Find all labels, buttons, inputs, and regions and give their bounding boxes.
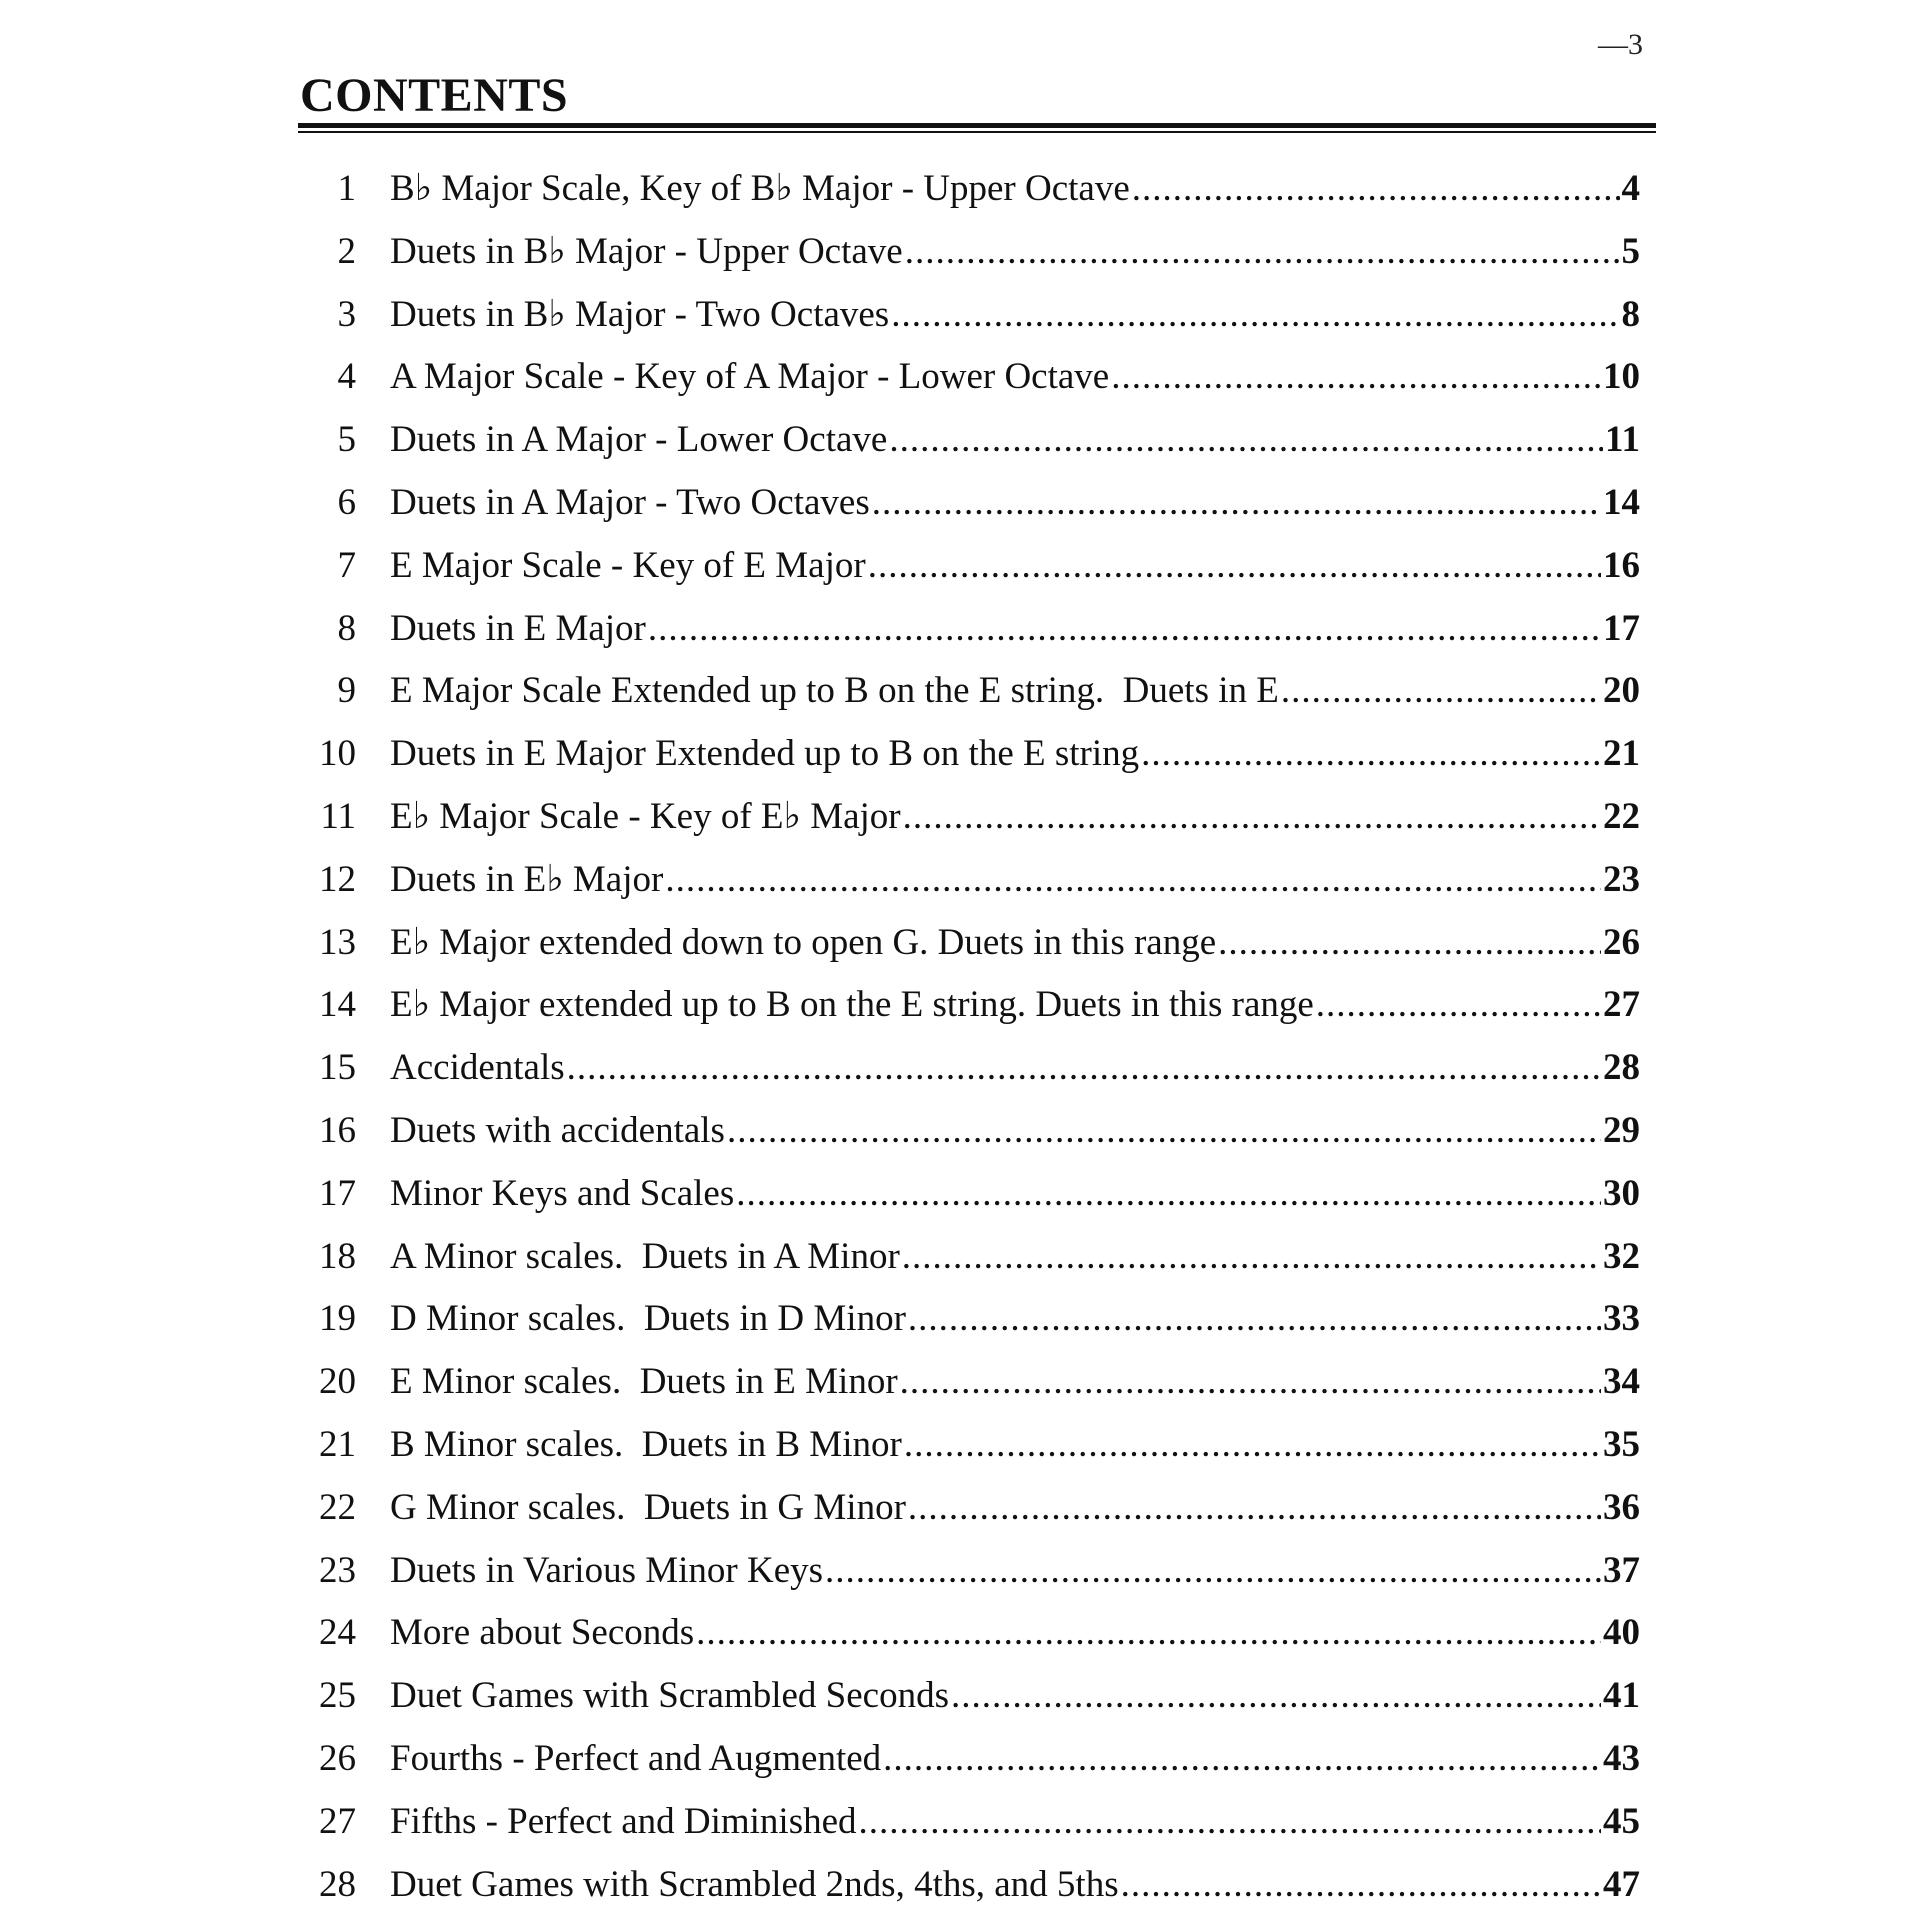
toc-entry-page: 37 (1603, 1549, 1640, 1591)
toc-entry-number: 17 (319, 1172, 356, 1214)
toc-entry (290, 1288, 1640, 1351)
heading-rule-thin (298, 131, 1656, 133)
toc-dot-leader (1141, 723, 1601, 786)
toc-entry-title: Accidentals (390, 1047, 565, 1089)
toc-entry-number: 19 (319, 1298, 356, 1340)
toc-dot-leader (665, 849, 1601, 912)
toc-entry-title: Fifths - Perfect and Diminished (390, 1800, 857, 1842)
toc-entry (290, 1602, 1640, 1665)
toc-entry-number: 23 (319, 1549, 356, 1591)
toc-entry-page: 32 (1603, 1235, 1640, 1277)
toc-entry-number: 15 (319, 1047, 356, 1089)
toc-entry-title: E♭ Major extended up to B on the E string. Duets in this range (390, 984, 1314, 1026)
toc-entry-title: A Minor scales. Duets in A Minor (390, 1235, 900, 1277)
toc-entry-page: 11 (1605, 419, 1640, 461)
toc-dot-leader (908, 1477, 1601, 1540)
toc-entry-title: More about Seconds (390, 1612, 695, 1654)
toc-dot-leader (727, 1100, 1601, 1163)
toc-entry-number: 11 (320, 795, 356, 837)
toc-entry (290, 1351, 1640, 1414)
toc-entry-title: Fourths - Perfect and Augmented (390, 1737, 882, 1779)
toc-dot-leader (567, 1037, 1601, 1100)
toc-entry-title: Duets in B♭ Major - Two Octaves (390, 293, 890, 335)
toc-entry (290, 786, 1640, 849)
toc-entry-number: 9 (337, 670, 356, 712)
toc-dot-leader (1281, 660, 1601, 723)
toc-entry-page: 23 (1603, 858, 1640, 900)
toc-entry-title: E♭ Major extended down to open G. Duets in this range (390, 921, 1217, 963)
toc-entry-number: 8 (337, 607, 356, 649)
toc-dot-leader (908, 1288, 1601, 1351)
toc-dot-leader (736, 1163, 1601, 1226)
toc-dot-leader (891, 284, 1619, 347)
toc-dot-leader (1132, 158, 1620, 221)
toc-entry-number: 24 (319, 1612, 356, 1654)
toc-entry (290, 1665, 1640, 1728)
toc-entry-title: Duets in E♭ Major (390, 858, 664, 900)
toc-entry-number: 5 (337, 419, 356, 461)
toc-entry-page: 40 (1603, 1612, 1640, 1654)
toc-dot-leader (696, 1602, 1601, 1665)
toc-entry-page: 27 (1603, 984, 1640, 1026)
toc-dot-leader (859, 1791, 1601, 1854)
toc-entry (290, 1854, 1640, 1917)
toc-entry-page: 5 (1621, 230, 1640, 272)
toc-entry-number: 3 (337, 293, 356, 335)
toc-entry-title: E♭ Major Scale - Key of E♭ Major (390, 795, 901, 837)
toc-entry-title: D Minor scales. Duets in D Minor (390, 1298, 906, 1340)
toc-entry-title: E Minor scales. Duets in E Minor (390, 1361, 898, 1403)
toc-entry-title: Duets with accidentals (390, 1109, 725, 1151)
toc-entry-number: 10 (319, 733, 356, 775)
toc-entry (290, 472, 1640, 535)
toc-dot-leader (648, 598, 1601, 661)
toc-entry-title: Duets in Various Minor Keys (390, 1549, 824, 1591)
toc-entry-number: 2 (337, 230, 356, 272)
toc-entry-number: 26 (319, 1737, 356, 1779)
toc-entry-number: 6 (337, 481, 356, 523)
toc-entry-page: 47 (1603, 1863, 1640, 1905)
toc-entry (290, 346, 1640, 409)
toc-dot-leader (902, 1226, 1601, 1289)
toc-entry-title: Duet Games with Scrambled 2nds, 4ths, and 5ths (390, 1863, 1119, 1905)
toc-entry (290, 221, 1640, 284)
toc-dot-leader (825, 1540, 1601, 1603)
toc-entry-page: 8 (1621, 293, 1640, 335)
toc-dot-leader (872, 472, 1601, 535)
toc-dot-leader (900, 1351, 1601, 1414)
toc-entry-number: 21 (319, 1423, 356, 1465)
toc-entry-title: G Minor scales. Duets in G Minor (390, 1486, 906, 1528)
toc-entry-number: 28 (319, 1863, 356, 1905)
toc-entry-number: 14 (319, 984, 356, 1026)
toc-entry-page: 30 (1603, 1172, 1640, 1214)
heading-rule-thick (298, 123, 1656, 128)
toc-entry-title: Duets in A Major - Two Octaves (390, 481, 870, 523)
toc-entry (290, 284, 1640, 347)
toc-dot-leader (883, 1728, 1601, 1791)
toc-entry-page: 33 (1603, 1298, 1640, 1340)
toc-entry (290, 1791, 1640, 1854)
toc-entry-page: 4 (1621, 168, 1640, 209)
toc-entry-number: 22 (319, 1486, 356, 1528)
toc-entry-page: 26 (1603, 921, 1640, 963)
toc-entry (290, 1100, 1640, 1163)
table-of-contents (290, 158, 1640, 1916)
toc-dot-leader (904, 1414, 1601, 1477)
toc-entry (290, 535, 1640, 598)
contents-heading: CONTENTS (300, 69, 569, 122)
toc-entry-title: A Major Scale - Key of A Major - Lower Octave (390, 356, 1110, 398)
toc-entry (290, 1540, 1640, 1603)
toc-entry (290, 1037, 1640, 1100)
toc-entry (290, 912, 1640, 975)
toc-dot-leader (905, 221, 1620, 284)
toc-entry-page: 45 (1603, 1800, 1640, 1842)
toc-entry-title: Duet Games with Scrambled Seconds (390, 1675, 949, 1717)
toc-entry-title: Minor Keys and Scales (390, 1172, 735, 1214)
toc-entry (290, 849, 1640, 912)
toc-dot-leader (903, 786, 1601, 849)
toc-entry-number: 12 (319, 858, 356, 900)
toc-entry-page: 10 (1603, 356, 1640, 398)
toc-entry-title: Duets in B♭ Major - Upper Octave (390, 230, 903, 272)
toc-entry (290, 409, 1640, 472)
page-number: —3 (1598, 28, 1643, 61)
toc-dot-leader (1111, 346, 1601, 409)
toc-entry-page: 20 (1603, 670, 1640, 712)
toc-entry-page: 35 (1603, 1423, 1640, 1465)
toc-entry-number: 20 (319, 1361, 356, 1403)
toc-entry-title: Duets in E Major Extended up to B on the E string (390, 733, 1140, 775)
toc-entry-number: 18 (319, 1235, 356, 1277)
toc-entry (290, 1477, 1640, 1540)
toc-entry (290, 660, 1640, 723)
toc-entry-number: 7 (337, 544, 356, 586)
toc-entry-number: 25 (319, 1675, 356, 1717)
toc-entry (290, 974, 1640, 1037)
toc-entry (290, 158, 1640, 221)
toc-dot-leader (1218, 912, 1601, 975)
toc-entry-title: B Minor scales. Duets in B Minor (390, 1423, 902, 1465)
toc-entry-page: 36 (1603, 1486, 1640, 1528)
toc-entry-title: E Major Scale Extended up to B on the E string. Duets in E (390, 670, 1279, 712)
toc-dot-leader (1121, 1854, 1601, 1917)
toc-dot-leader (1316, 974, 1601, 1037)
toc-entry (290, 723, 1640, 786)
toc-entry-title: Duets in E Major (390, 607, 646, 649)
toc-entry-page: 28 (1603, 1047, 1640, 1089)
toc-entry (290, 1414, 1640, 1477)
toc-entry-number: 1 (337, 168, 356, 209)
toc-entry-page: 22 (1603, 795, 1640, 837)
toc-entry (290, 1163, 1640, 1226)
toc-entry (290, 1728, 1640, 1791)
toc-dot-leader (868, 535, 1601, 598)
toc-entry (290, 1226, 1640, 1289)
toc-entry-page: 29 (1603, 1109, 1640, 1151)
toc-entry-page: 43 (1603, 1737, 1640, 1779)
toc-entry-page: 21 (1603, 733, 1640, 775)
toc-entry-number: 13 (319, 921, 356, 963)
toc-entry-title: B♭ Major Scale, Key of B♭ Major - Upper Octave (390, 168, 1130, 209)
toc-dot-leader (951, 1665, 1601, 1728)
toc-entry-page: 34 (1603, 1361, 1640, 1403)
toc-entry (290, 598, 1640, 661)
toc-entry-number: 16 (319, 1109, 356, 1151)
toc-entry-title: Duets in A Major - Lower Octave (390, 419, 888, 461)
toc-entry-page: 41 (1603, 1675, 1640, 1717)
toc-entry-title: E Major Scale - Key of E Major (390, 544, 866, 586)
toc-entry-number: 27 (319, 1800, 356, 1842)
toc-dot-leader (889, 409, 1603, 472)
toc-entry-number: 4 (337, 356, 356, 398)
toc-entry-page: 14 (1603, 481, 1640, 523)
toc-entry-page: 17 (1603, 607, 1640, 649)
toc-entry-page: 16 (1603, 544, 1640, 586)
